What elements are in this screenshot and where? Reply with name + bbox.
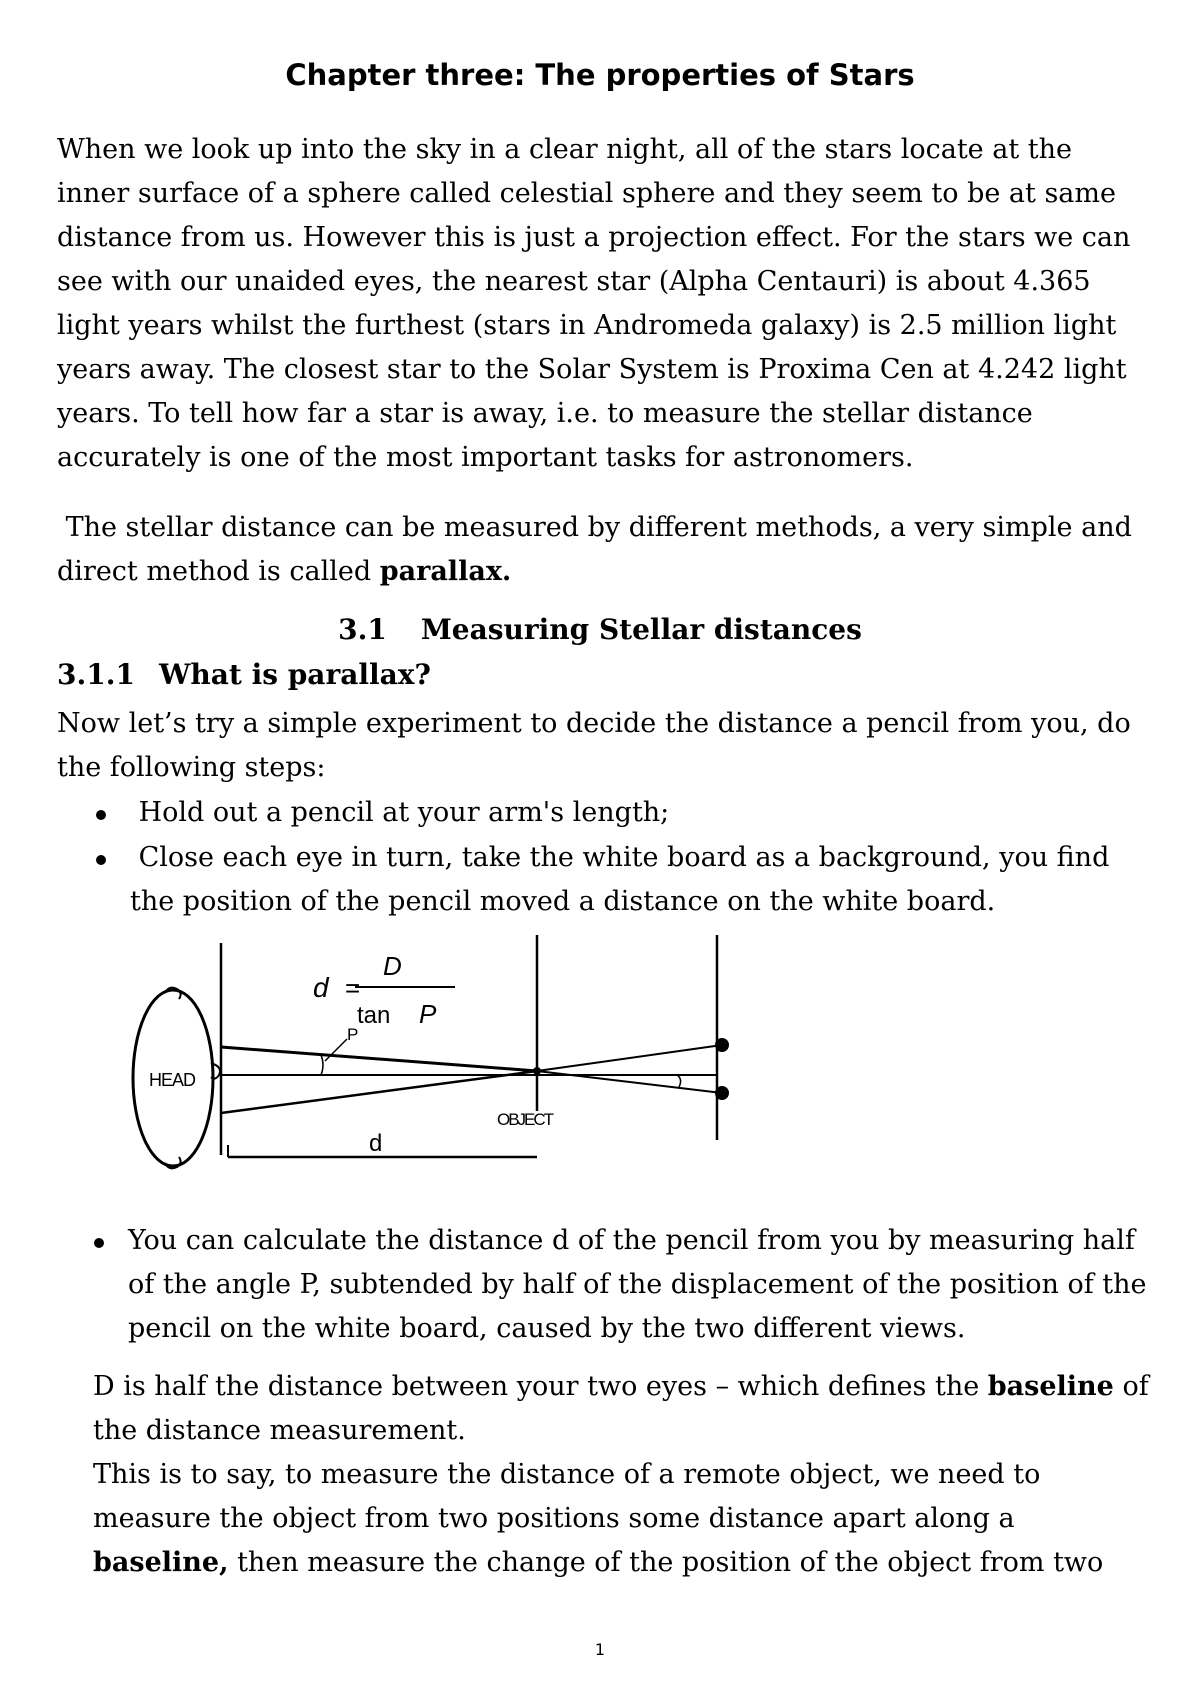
text-line: inner surface of a sphere called celestial sphere and they seem to be at same: [57, 178, 1116, 209]
experiment-intro: [57, 702, 1131, 790]
text-line: the position of the pencil moved a distance on the white board.: [130, 886, 996, 917]
text-line: accurately is one of the most important tasks for astronomers.: [57, 442, 914, 473]
subsection-title: What is parallax?: [158, 658, 431, 691]
method-paragraph: [57, 506, 1132, 594]
object-label: OBJECT: [497, 1110, 553, 1129]
baseline-paragraph: [93, 1365, 1149, 1585]
bullet-dot: [96, 810, 106, 820]
parallax-diagram: [125, 935, 805, 1205]
head-label: HEAD: [149, 1070, 196, 1090]
text-line: years. To tell how far a star is away, i.e. to measure the stellar distance: [57, 398, 1033, 429]
section-heading: [0, 613, 1200, 646]
distance-label: d: [369, 1130, 383, 1157]
intro-paragraph: [57, 128, 1130, 480]
formula-equals: =: [345, 973, 361, 1003]
subsection-number: 3.1.1: [57, 658, 135, 691]
text-line: [57, 550, 1132, 594]
formula-var: P: [419, 999, 437, 1029]
text-span: direct method is called: [57, 556, 380, 587]
sightline-upper: [221, 1047, 537, 1071]
text-line: pencil on the white board, caused by the two different views.: [128, 1313, 966, 1344]
text-line: Now let’s try a simple experiment to decide the distance a pencil from you, do: [57, 708, 1131, 739]
formula-fn: tan: [357, 1002, 391, 1029]
angle-arc-right: [677, 1075, 681, 1087]
angle-arc: [321, 1055, 323, 1075]
subsection-heading: [57, 658, 431, 691]
image-point-lower: [715, 1086, 729, 1100]
text-span: D is half the distance between your two eyes – which defines the: [93, 1371, 988, 1402]
text-line: of the angle P, subtended by half of the displacement of the position of the: [128, 1269, 1147, 1300]
text-line: Close each eye in turn, take the white board as a background, you find: [130, 842, 1110, 873]
chapter-title: Chapter three: The properties of Stars: [285, 58, 915, 92]
text-line: distance from us. However this is just a projection effect. For the stars we can: [57, 222, 1131, 253]
section-number: 3.1: [338, 613, 387, 646]
object-point: [533, 1067, 541, 1075]
text-line: You can calculate the distance d of the pencil from you by measuring half: [128, 1225, 1135, 1256]
text-line: the following steps:: [57, 752, 326, 783]
step-item: [130, 836, 1109, 924]
angle-label: P: [347, 1025, 359, 1044]
projection-upper: [537, 1045, 722, 1071]
text-line: When we look up into the sky in a clear night, all of the stars locate at the: [57, 134, 1072, 165]
formula: [313, 951, 455, 1029]
text-line: the distance measurement.: [93, 1415, 466, 1446]
section-title: Measuring Stellar distances: [420, 613, 862, 646]
bullet-dot: [96, 855, 106, 865]
baseline-term: baseline: [987, 1371, 1114, 1402]
text-line: light years whilst the furthest (stars in Andromeda galaxy) is 2.5 million light: [57, 310, 1117, 341]
text-line: Hold out a pencil at your arm's length;: [130, 797, 670, 828]
sightline-lower: [221, 1071, 537, 1113]
formula-lhs: d: [313, 972, 329, 1003]
text-span: then measure the change of the position of the object from two: [228, 1547, 1104, 1578]
text-line: [93, 1541, 1149, 1585]
image-point-upper: [715, 1038, 729, 1052]
baseline-term: baseline,: [93, 1547, 229, 1578]
calc-bullet: [128, 1219, 1147, 1351]
text-line: [93, 1365, 1149, 1409]
page-number: 1: [594, 1640, 606, 1659]
text-line: measure the object from two positions some distance apart along a: [93, 1503, 1015, 1534]
parallax-term: parallax.: [379, 556, 512, 587]
text-line: see with our unaided eyes, the nearest star (Alpha Centauri) is about 4.365: [57, 266, 1091, 297]
text-line: The stellar distance can be measured by different methods, a very simple and: [57, 512, 1132, 543]
step-item: [130, 791, 669, 835]
text-line: years away. The closest star to the Solar System is Proxima Cen at 4.242 light: [57, 354, 1127, 385]
text-span: of: [1113, 1371, 1149, 1402]
bullet-dot: [94, 1238, 104, 1248]
formula-numerator: D: [383, 951, 402, 981]
text-line: This is to say, to measure the distance of a remote object, we need to: [93, 1459, 1041, 1490]
